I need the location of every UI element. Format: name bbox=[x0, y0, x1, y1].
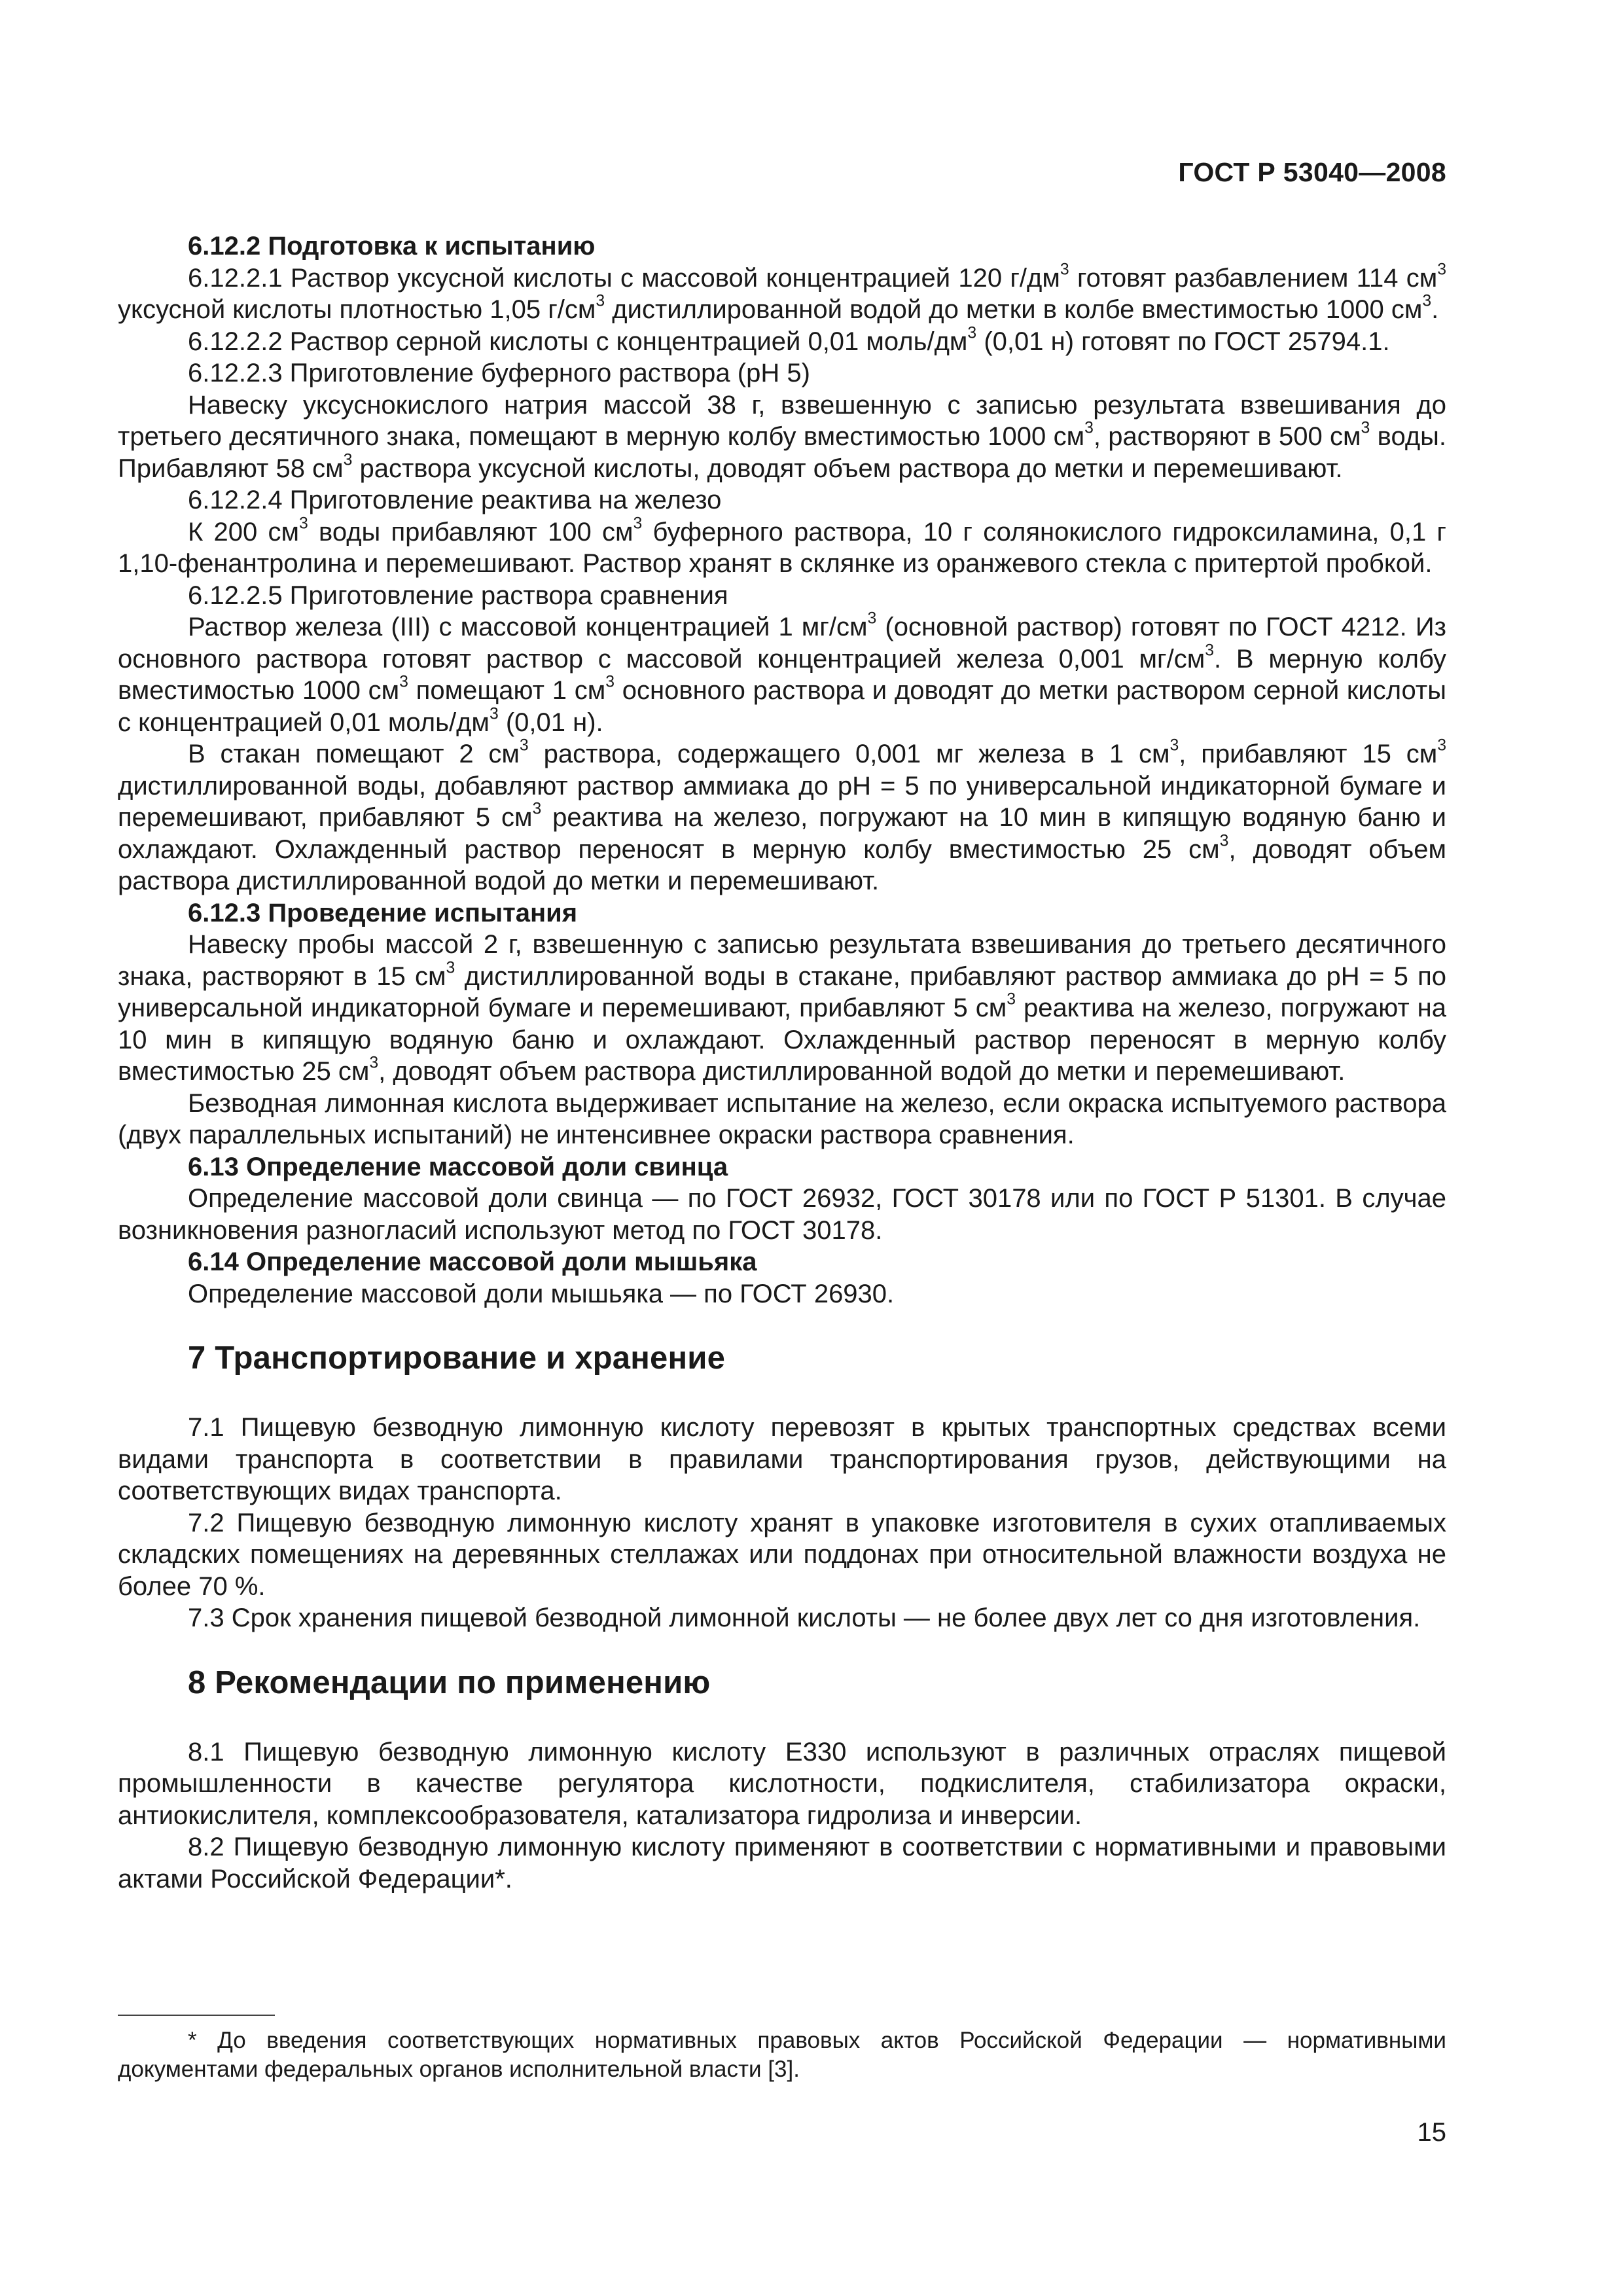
paragraph: 6.12.2.4 Приготовление реактива на железо bbox=[188, 486, 722, 514]
paragraph: В стакан помещают 2 $см^3$ раствора, содержащего 0,001 мг железа в 1 $см^3$, прибавляют 15 $см^3$ дистиллированной воды, добавляют раствор аммиака до pH = 5 по универсальной индикаторной бумаге и перемешивают, прибавляют 5 $см^3$ реактива на железо, погружают на 10 мин в кипящую водяную баню и охлаждают. Охлажденный раствор переносят в мерную колбу вместимостью 25 $см^3$, доводят объем раствора дистиллированной водой до метки и перемешивают. bbox=[118, 736, 1446, 895]
section-8-paragraphs bbox=[118, 1736, 1446, 1895]
paragraph: 6.12.2.3 Приготовление буферного раствора (pH 5) bbox=[188, 359, 810, 387]
paragraph: 6.12.2.5 Приготовление раствора сравнения bbox=[188, 581, 728, 610]
paragraph: Определение массовой доли свинца — по ГОСТ 26932, ГОСТ 30178 или по ГОСТ Р 51301. В случае возникновения разногласий используют метод по ГОСТ 30178. bbox=[118, 1184, 1446, 1245]
footnote-divider bbox=[118, 2015, 275, 2016]
section-7-paragraphs bbox=[118, 1412, 1446, 1634]
subsection-heading: 6.12.3 Проведение испытания bbox=[188, 898, 578, 927]
paragraph: Навеску пробы массой 2 г, взвешенную с записью результата взвешивания до третьего десятичного знака, растворяют в 15 $см^3$ дистиллированной воды в стакане, прибавляют раствор аммиака до pH = 5 по универсальной индикаторной бумаге и перемешивают, прибавляют 5 $см^3$ реактива на железо, погружают на 10 мин в кипящую водяную баню и охлаждают. Охлажденный раствор переносят в мерную колбу вместимостью 25 $см^3$, доводят объем раствора дистиллированной водой до метки и перемешивают. bbox=[118, 930, 1446, 1086]
paragraph: К 200 $см^3$ воды прибавляют 100 $см^3$ буферного раствора, 10 г солянокислого гидроксиламина, 0,1 г 1,10-фенантролина и перемешивают. Раствор хранят в склянке из оранжевого стекла с притертой пробкой. bbox=[118, 514, 1447, 578]
section-8-paragraph: 8.1 Пищевую безводную лимонную кислоту Е330 используют в различных отраслях пищевой промышленности в качестве регулятора кислотности, подкислителя, стабилизатора окраски, антиокислителя, комплексообразователя, катализатора гидролиза и инверсии. bbox=[118, 1737, 1446, 1830]
paragraph: Определение массовой доли мышьяка — по ГОСТ 26930. bbox=[188, 1279, 895, 1308]
footnote-text: * До введения соответствующих нормативных правовых актов Российской Федерации — нормативными документами федеральных органов исполнительной власти [3]. bbox=[118, 2028, 1446, 2082]
paragraph: 6.12.2.1 Раствор уксусной кислоты с массовой концентрацией 120 $г/дм^3$ готовят разбавлением 114 $см^3$ уксусной кислоты плотностью 1,05 $г/см^3$ дистиллированной водой до метки в колбе вместимостью 1000 $см^3$. bbox=[118, 260, 1446, 324]
footnote bbox=[118, 2026, 1446, 2084]
paragraph: Безводная лимонная кислота выдерживает испытание на железо, если окраска испытуемого раствора (двух параллельных испытаний) не интенсивнее окраски раствора сравнения. bbox=[118, 1088, 1446, 1149]
section-7-paragraph: 7.3 Срок хранения пищевой безводной лимонной кислоты — не более двух лет со дня изготовления. bbox=[188, 1604, 1421, 1632]
section-7-paragraph: 7.2 Пищевую безводную лимонную кислоту хранят в упаковке изготовителя в сухих отапливаемых складских помещениях на деревянных стеллажах или поддонах при относительной влажности воздуха не более 70 %. bbox=[118, 1508, 1446, 1601]
subsection-heading: 6.12.2 Подготовка к испытанию bbox=[188, 232, 596, 260]
paragraph: Раствор железа (III) с массовой концентрацией 1 $мг/см^3$ (основной раствор) готовят по ГОСТ 4212. Из основного раствора готовят раствор с массовой концентрацией железа 0,001 $мг/см^3$. В мерную колбу вместимостью 1000 $см^3$ помещают 1 $см^3$ основного раствора и доводят до метки раствором серной кислоты с концентрацией 0,01 моль/$дм^3$ (0,01 н). bbox=[118, 609, 1446, 737]
section-8-title: 8 Рекомендации по применению bbox=[188, 1664, 711, 1700]
document-header-id: ГОСТ Р 53040—2008 bbox=[1178, 157, 1446, 187]
document-body bbox=[118, 230, 1446, 1895]
section-8-paragraph: 8.2 Пищевую безводную лимонную кислоту применяют в соответствии с нормативными и правовыми актами Российской Федерации*. bbox=[118, 1833, 1446, 1893]
page-number: 15 bbox=[1417, 2118, 1446, 2147]
section-7-title: 7 Транспортирование и хранение bbox=[188, 1340, 726, 1376]
paragraph: Навеску уксуснокислого натрия массой 38 г, взвешенную с записью результата взвешивания до третьего десятичного знака, помещают в мерную колбу вместимостью 1000 $см^3$, растворяют в 500 $см^3$ воды. Прибавляют 58 $см^3$ раствора уксусной кислоты, доводят объем раствора до метки и перемешивают. bbox=[118, 390, 1447, 483]
subsection-heading: 6.14 Определение массовой доли мышьяка bbox=[188, 1247, 757, 1276]
section-7-paragraph: 7.1 Пищевую безводную лимонную кислоту перевозят в крытых транспортных средствах всеми видами транспорта в соответствии в правилами транспортирования грузов, действующими на соответствующих видах транспорта. bbox=[118, 1413, 1446, 1505]
paragraph: 6.12.2.2 Раствор серной кислоты с концентрацией 0,01 моль/$дм^3$ (0,01 н) готовят по ГОСТ 25794.1. bbox=[188, 323, 1390, 356]
subsection-heading: 6.13 Определение массовой доли свинца bbox=[188, 1152, 728, 1181]
section-6-blocks bbox=[118, 230, 1446, 1310]
